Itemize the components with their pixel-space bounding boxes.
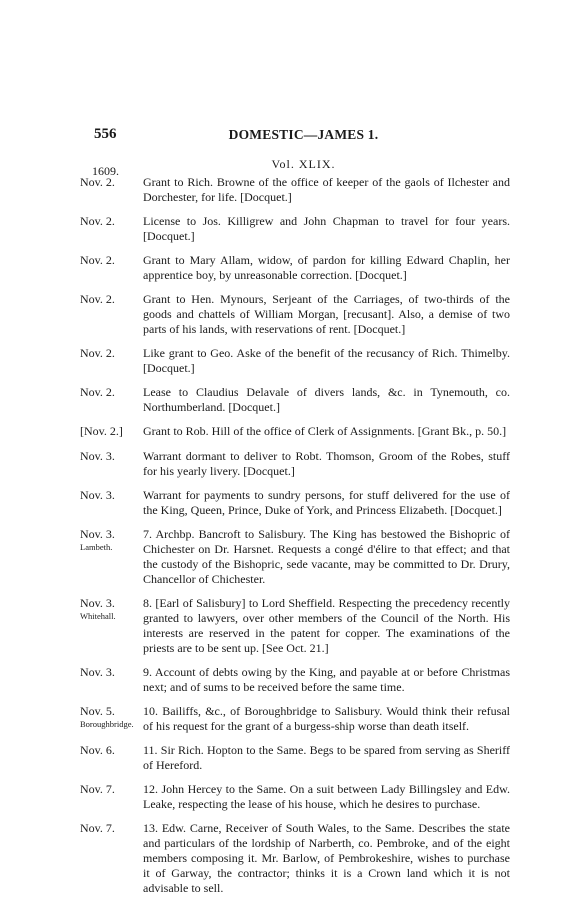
- calendar-entry: [0, 449, 567, 479]
- calendar-entry: [0, 292, 567, 337]
- calendar-entry: [0, 743, 567, 773]
- entry-date-text: Nov. 3.: [80, 449, 115, 463]
- entry-text: Grant to Hen. Mynours, Serjeant of the Carriages, of two-thirds of the goods and chattels of William Morgan, [recusant]. Also, a demise of two parts of his lands, with reservations of rent. [Docquet.]: [143, 292, 510, 336]
- entry-text: 7. Archbp. Bancroft to Salisbury. The King has bestowed the Bishopric of Chichester on Dr. Harsnet. Requests a congé d'élire to that effect; and that the custody of the Bishopric, sede vacante, may be committed to Dr. Drury, Chancellor of Chichester.: [143, 527, 510, 586]
- volume-heading: Vol. XLIX.: [271, 157, 336, 171]
- calendar-entry: [0, 704, 567, 734]
- calendar-entry: [0, 385, 567, 415]
- entry-place: Whitehall.: [80, 611, 116, 621]
- entry-date: [80, 253, 140, 268]
- entry-text: 11. Sir Rich. Hopton to the Same. Begs to be spared from serving as Sheriff of Hereford.: [143, 743, 510, 772]
- entry-date: [80, 424, 140, 439]
- entry-date: [80, 527, 140, 552]
- entry-date: [80, 214, 140, 229]
- entry-place: Boroughbridge.: [80, 719, 134, 729]
- year-label: 1609.: [92, 164, 119, 178]
- entry-date-text: Nov. 3.: [80, 596, 115, 610]
- entry-date: [80, 385, 140, 400]
- calendar-entry: [0, 596, 567, 656]
- entry-date-text: Nov. 3.: [80, 665, 115, 679]
- entry-text: Grant to Rob. Hill of the office of Clerk of Assignments. [Grant Bk., p. 50.]: [143, 424, 507, 438]
- entry-text: Warrant dormant to deliver to Robt. Thomson, Groom of the Robes, stuff for his yearly livery. [Docquet.]: [143, 449, 510, 478]
- calendar-entry: [0, 527, 567, 587]
- entry-date: [80, 292, 140, 307]
- running-head: DOMESTIC—JAMES 1.: [228, 127, 379, 142]
- entry-text: 13. Edw. Carne, Receiver of South Wales, to the Same. Describes the state and particulars of the lordship of Narberth, co. Pembroke, and of the eight members composing it. Mr. Barlow, of Pembrokeshire, wishes to purchase it of Garway, the contractor; thinks it is a Crown land which it is not advisable to sell.: [143, 821, 510, 895]
- entry-date-text: Nov. 6.: [80, 743, 115, 757]
- entry-text: Grant to Mary Allam, widow, of pardon for killing Edward Chaplin, her apprentice boy, by unreasonable correction. [Docquet.]: [143, 253, 510, 282]
- calendar-entry: [0, 175, 567, 205]
- entry-text: 10. Bailiffs, &c., of Boroughbridge to Salisbury. Would think their refusal of his request for the grant of a burgess-ship worse than death itself.: [143, 704, 510, 733]
- entry-text: 9. Account of debts owing by the King, and payable at or before Christmas next; and of sums to be received before the same time.: [143, 665, 510, 694]
- entry-date-text: Nov. 3.: [80, 527, 115, 541]
- entry-date: [80, 175, 140, 190]
- calendar-entry: [0, 424, 567, 440]
- entry-date: [80, 596, 140, 621]
- calendar-entry: [0, 214, 567, 244]
- entry-date-text: Nov. 2.: [80, 292, 115, 306]
- calendar-entry: [0, 346, 567, 376]
- entry-date: [80, 449, 140, 464]
- entry-place: Lambeth.: [80, 542, 113, 552]
- entry-date-text: Nov. 2.: [80, 175, 115, 189]
- calendar-entries: [0, 175, 567, 905]
- calendar-entry: [0, 488, 567, 518]
- entry-date-text: Nov. 2.: [80, 214, 115, 228]
- entry-date-text: Nov. 2.: [80, 385, 115, 399]
- entry-text: Warrant for payments to sundry persons, for stuff delivered for the use of the King, Queen, Prince, Duke of York, and Princess Elizabeth. [Docquet.]: [143, 488, 510, 517]
- entry-text: Lease to Claudius Delavale of divers lands, &c. in Tynemouth, co. Northumberland. [Docquet.]: [143, 385, 510, 414]
- entry-date-text: Nov. 2.: [80, 346, 115, 360]
- entry-date-text: Nov. 7.: [80, 821, 115, 835]
- entry-text: 12. John Hercey to the Same. On a suit between Lady Billingsley and Edw. Leake, respecting the lease of his house, which he desires to purchase.: [143, 782, 510, 811]
- entry-date-text: Nov. 3.: [80, 488, 115, 502]
- calendar-entry: [0, 253, 567, 283]
- calendar-entry: [0, 665, 567, 695]
- entry-text: 8. [Earl of Salisbury] to Lord Sheffield. Respecting the precedency recently granted to lawyers, over other members of the Council of the North. His interests are reserved in the patent for copper. The examinations of the priests are to be sent up. [See Oct. 21.]: [143, 596, 510, 655]
- entry-text: Grant to Rich. Browne of the office of keeper of the gaols of Ilchester and Dorchester, for life. [Docquet.]: [143, 175, 510, 204]
- entry-date-text: Nov. 7.: [80, 782, 115, 796]
- entry-date: [80, 704, 140, 729]
- page-header: [0, 126, 567, 148]
- entry-date: [80, 821, 140, 836]
- entry-date: [80, 743, 140, 758]
- entry-date: [80, 782, 140, 797]
- entry-date-text: Nov. 2.: [80, 253, 115, 267]
- entry-date: [80, 346, 140, 361]
- entry-date-text: [Nov. 2.]: [80, 424, 123, 438]
- entry-date: [80, 488, 140, 503]
- entry-date: [80, 665, 140, 680]
- calendar-entry: [0, 782, 567, 812]
- calendar-entry: [0, 821, 567, 896]
- page-number: 556: [94, 126, 117, 142]
- entry-date-text: Nov. 5.: [80, 704, 115, 718]
- entry-text: License to Jos. Killigrew and John Chapman to travel for four years. [Docquet.]: [143, 214, 510, 243]
- entry-text: Like grant to Geo. Aske of the benefit of the recusancy of Rich. Thimelby. [Docquet.]: [143, 346, 510, 375]
